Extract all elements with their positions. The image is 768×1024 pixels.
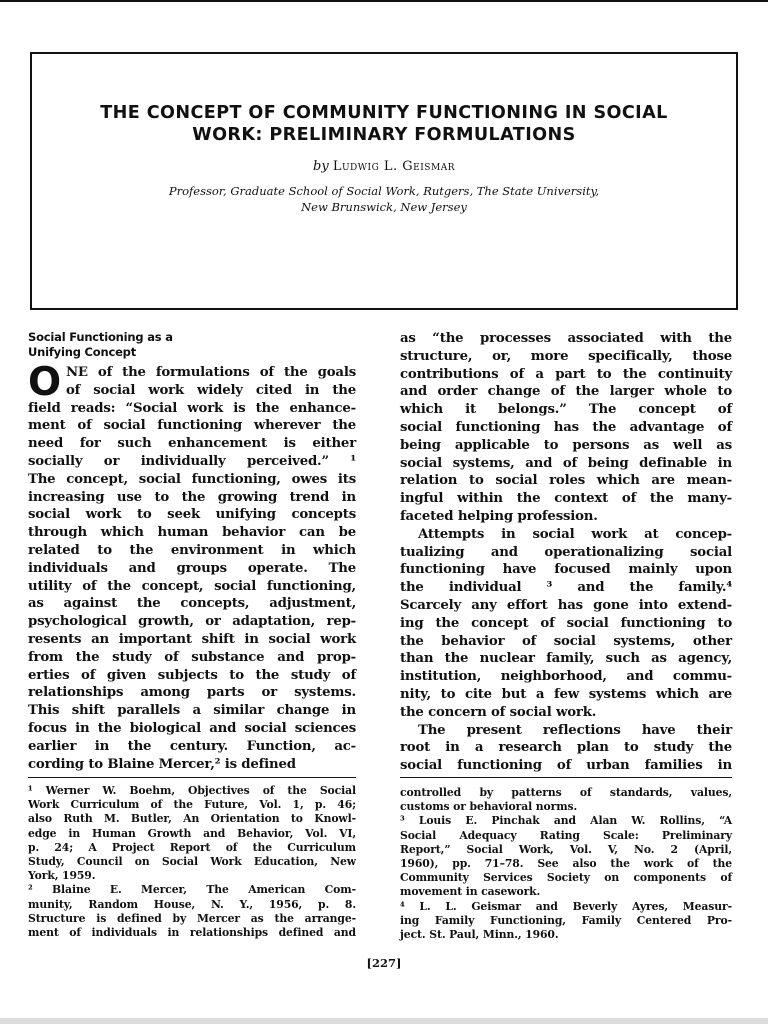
footnotes-right <box>400 786 732 942</box>
footnote-line: ject. St. Paul, Minn., 1960. <box>400 927 559 941</box>
footnote-line: 1960), pp. 71–78. See also the work of the <box>400 856 732 870</box>
body-line: than the nuclear family, such as agency, <box>400 651 732 667</box>
body-line: through which human behavior can be <box>28 525 356 541</box>
footnote-line: also Ruth M. Butler, An Orientation to Knowl- <box>28 812 356 826</box>
body-line: ingful within the context of the many- <box>400 491 732 507</box>
footnote-line: York, 1959. <box>28 869 96 883</box>
body-line: Attempts in social work at concep- <box>418 526 732 542</box>
body-line: utility of the concept, social functioning, <box>28 578 356 594</box>
footnote-line: Social Adequacy Rating Scale: Preliminary <box>400 828 732 842</box>
body-line: of social work widely cited in the <box>65 382 356 398</box>
affiliation-line-2: New Brunswick, New Jersey <box>301 200 467 214</box>
footnote-line: Structure is defined by Mercer as the arrange- <box>28 911 356 925</box>
footnote-line: ing Family Functioning, Family Centered Pro- <box>400 913 732 927</box>
footnote-line: ⁴ L. L. Geismar and Beverly Ayres, Measur- <box>400 899 732 913</box>
body-line: psychological growth, or adaptation, rep- <box>28 614 356 630</box>
body-line: which it belongs.” The concept of <box>400 402 732 418</box>
footnotes-left <box>28 784 356 940</box>
body-line: socially or individually perceived.” ¹ <box>28 453 356 469</box>
body-line: erties of given subjects to the study of <box>28 667 356 683</box>
body-line: ing the concept of social functioning to <box>400 615 732 631</box>
body-line: from the study of substance and prop- <box>28 649 356 665</box>
footnote-line: ³ Louis E. Pinchak and Alan W. Rollins, “A <box>400 814 732 828</box>
body-line: nity, to cite but a few systems which are <box>400 686 732 702</box>
footnote-divider-right <box>400 777 732 778</box>
body-line: need for such enhancement is either <box>28 436 356 452</box>
body-line: This shift parallels a similar change in <box>28 703 356 719</box>
body-line: resents an important shift in social work <box>28 631 356 647</box>
body-line: NE of the formulations of the goals <box>65 365 356 380</box>
footnote-line: Report,” Social Work, Vol. V, No. 2 (April, <box>400 842 732 856</box>
top-rule <box>0 0 768 2</box>
body-line: the concern of social work. <box>400 704 597 720</box>
title-line-1: THE CONCEPT OF COMMUNITY FUNCTIONING IN SOCIAL <box>100 103 668 123</box>
footnote-line: munity, Random House, N. Y., 1956, p. 8. <box>28 897 356 911</box>
footnote-line: edge in Human Growth and Behavior, Vol. VI, <box>28 826 356 840</box>
byline-by: by <box>313 159 329 174</box>
footnote-line: controlled by patterns of standards, values, <box>400 786 732 799</box>
body-line: ment of social functioning wherever the <box>28 418 356 434</box>
footnote-line: ² Blaine E. Mercer, The American Com- <box>28 883 356 897</box>
body-line: social work to seek unifying concepts <box>28 507 356 523</box>
title-line-2: WORK: PRELIMINARY FORMULATIONS <box>192 125 576 145</box>
body-line: focus in the biological and social sciences <box>28 720 356 736</box>
right-column <box>400 330 732 775</box>
page-number: [227] <box>366 956 402 970</box>
footnote-line: Work Curriculum of the Future, Vol. 1, p. 46; <box>28 798 356 812</box>
title-box <box>30 52 738 310</box>
body-line: as against the concepts, adjustment, <box>28 596 356 612</box>
drop-cap: O <box>28 360 61 405</box>
body-line: increasing use to the growing trend in <box>28 489 356 505</box>
footnote-line: ment of individuals in relationships defined and <box>28 925 356 939</box>
body-line: and order change of the larger whole to <box>400 384 732 400</box>
body-line: root in a research plan to study the <box>400 740 732 756</box>
footnote-line: Community Services Society on components of <box>400 871 732 885</box>
affiliation-line-1: Professor, Graduate School of Social Work, Rutgers, The State University, <box>168 184 600 198</box>
body-line: Scarcely any effort has gone into extend- <box>400 597 732 613</box>
scan-edge <box>0 1018 768 1024</box>
body-line: functioning have focused mainly upon <box>400 562 732 578</box>
body-line: faceted helping profession. <box>400 508 598 524</box>
body-line: tualizing and operationalizing social <box>400 544 732 560</box>
body-line: related to the environment in which <box>28 542 356 558</box>
body-line: social functioning of urban families in <box>400 758 732 774</box>
section-subhead-line-1: Social Functioning as a <box>28 330 173 344</box>
body-line: being applicable to persons as well as <box>400 437 732 453</box>
left-column <box>28 330 356 773</box>
body-line: earlier in the century. Function, ac- <box>28 738 356 754</box>
body-line: relationships among parts or systems. <box>28 685 356 701</box>
footnote-line: Study, Council on Social Work Education, New <box>28 854 356 868</box>
body-line: individuals and groups operate. The <box>28 560 356 576</box>
body-line: the behavior of social systems, other <box>400 633 732 649</box>
footnote-line: p. 24; A Project Report of the Curriculum <box>28 840 356 854</box>
body-line: institution, neighborhood, and commu- <box>400 669 732 685</box>
body-line: structure, or, more specifically, those <box>400 348 732 364</box>
author-name: Ludwig L. Geismar <box>332 159 455 174</box>
body-line: social systems, and of being definable in <box>400 455 732 471</box>
body-line: field reads: “Social work is the enhance- <box>28 400 356 416</box>
body-line: as “the processes associated with the <box>400 331 732 346</box>
footnote-line: movement in casework. <box>400 885 541 899</box>
footnote-line: customs or behavioral norms. <box>400 800 578 814</box>
article-title <box>32 102 736 146</box>
byline <box>32 158 736 176</box>
body-line: The present reflections have their <box>418 722 732 738</box>
footnote-divider-left <box>28 777 356 778</box>
section-subhead-line-2: Unifying Concept <box>28 345 137 359</box>
body-line: social functioning has the advantage of <box>400 419 732 435</box>
body-line: cording to Blaine Mercer,² is defined <box>28 756 296 772</box>
body-line: The concept, social functioning, owes its <box>28 471 356 487</box>
body-line: the individual ³ and the family.⁴ <box>400 580 732 596</box>
author-affiliation <box>32 183 736 215</box>
body-line: contributions of a part to the continuity <box>400 366 732 382</box>
footnote-line: ¹ Werner W. Boehm, Objectives of the Social <box>28 784 356 797</box>
body-line: relation to social roles which are mean- <box>400 473 732 489</box>
